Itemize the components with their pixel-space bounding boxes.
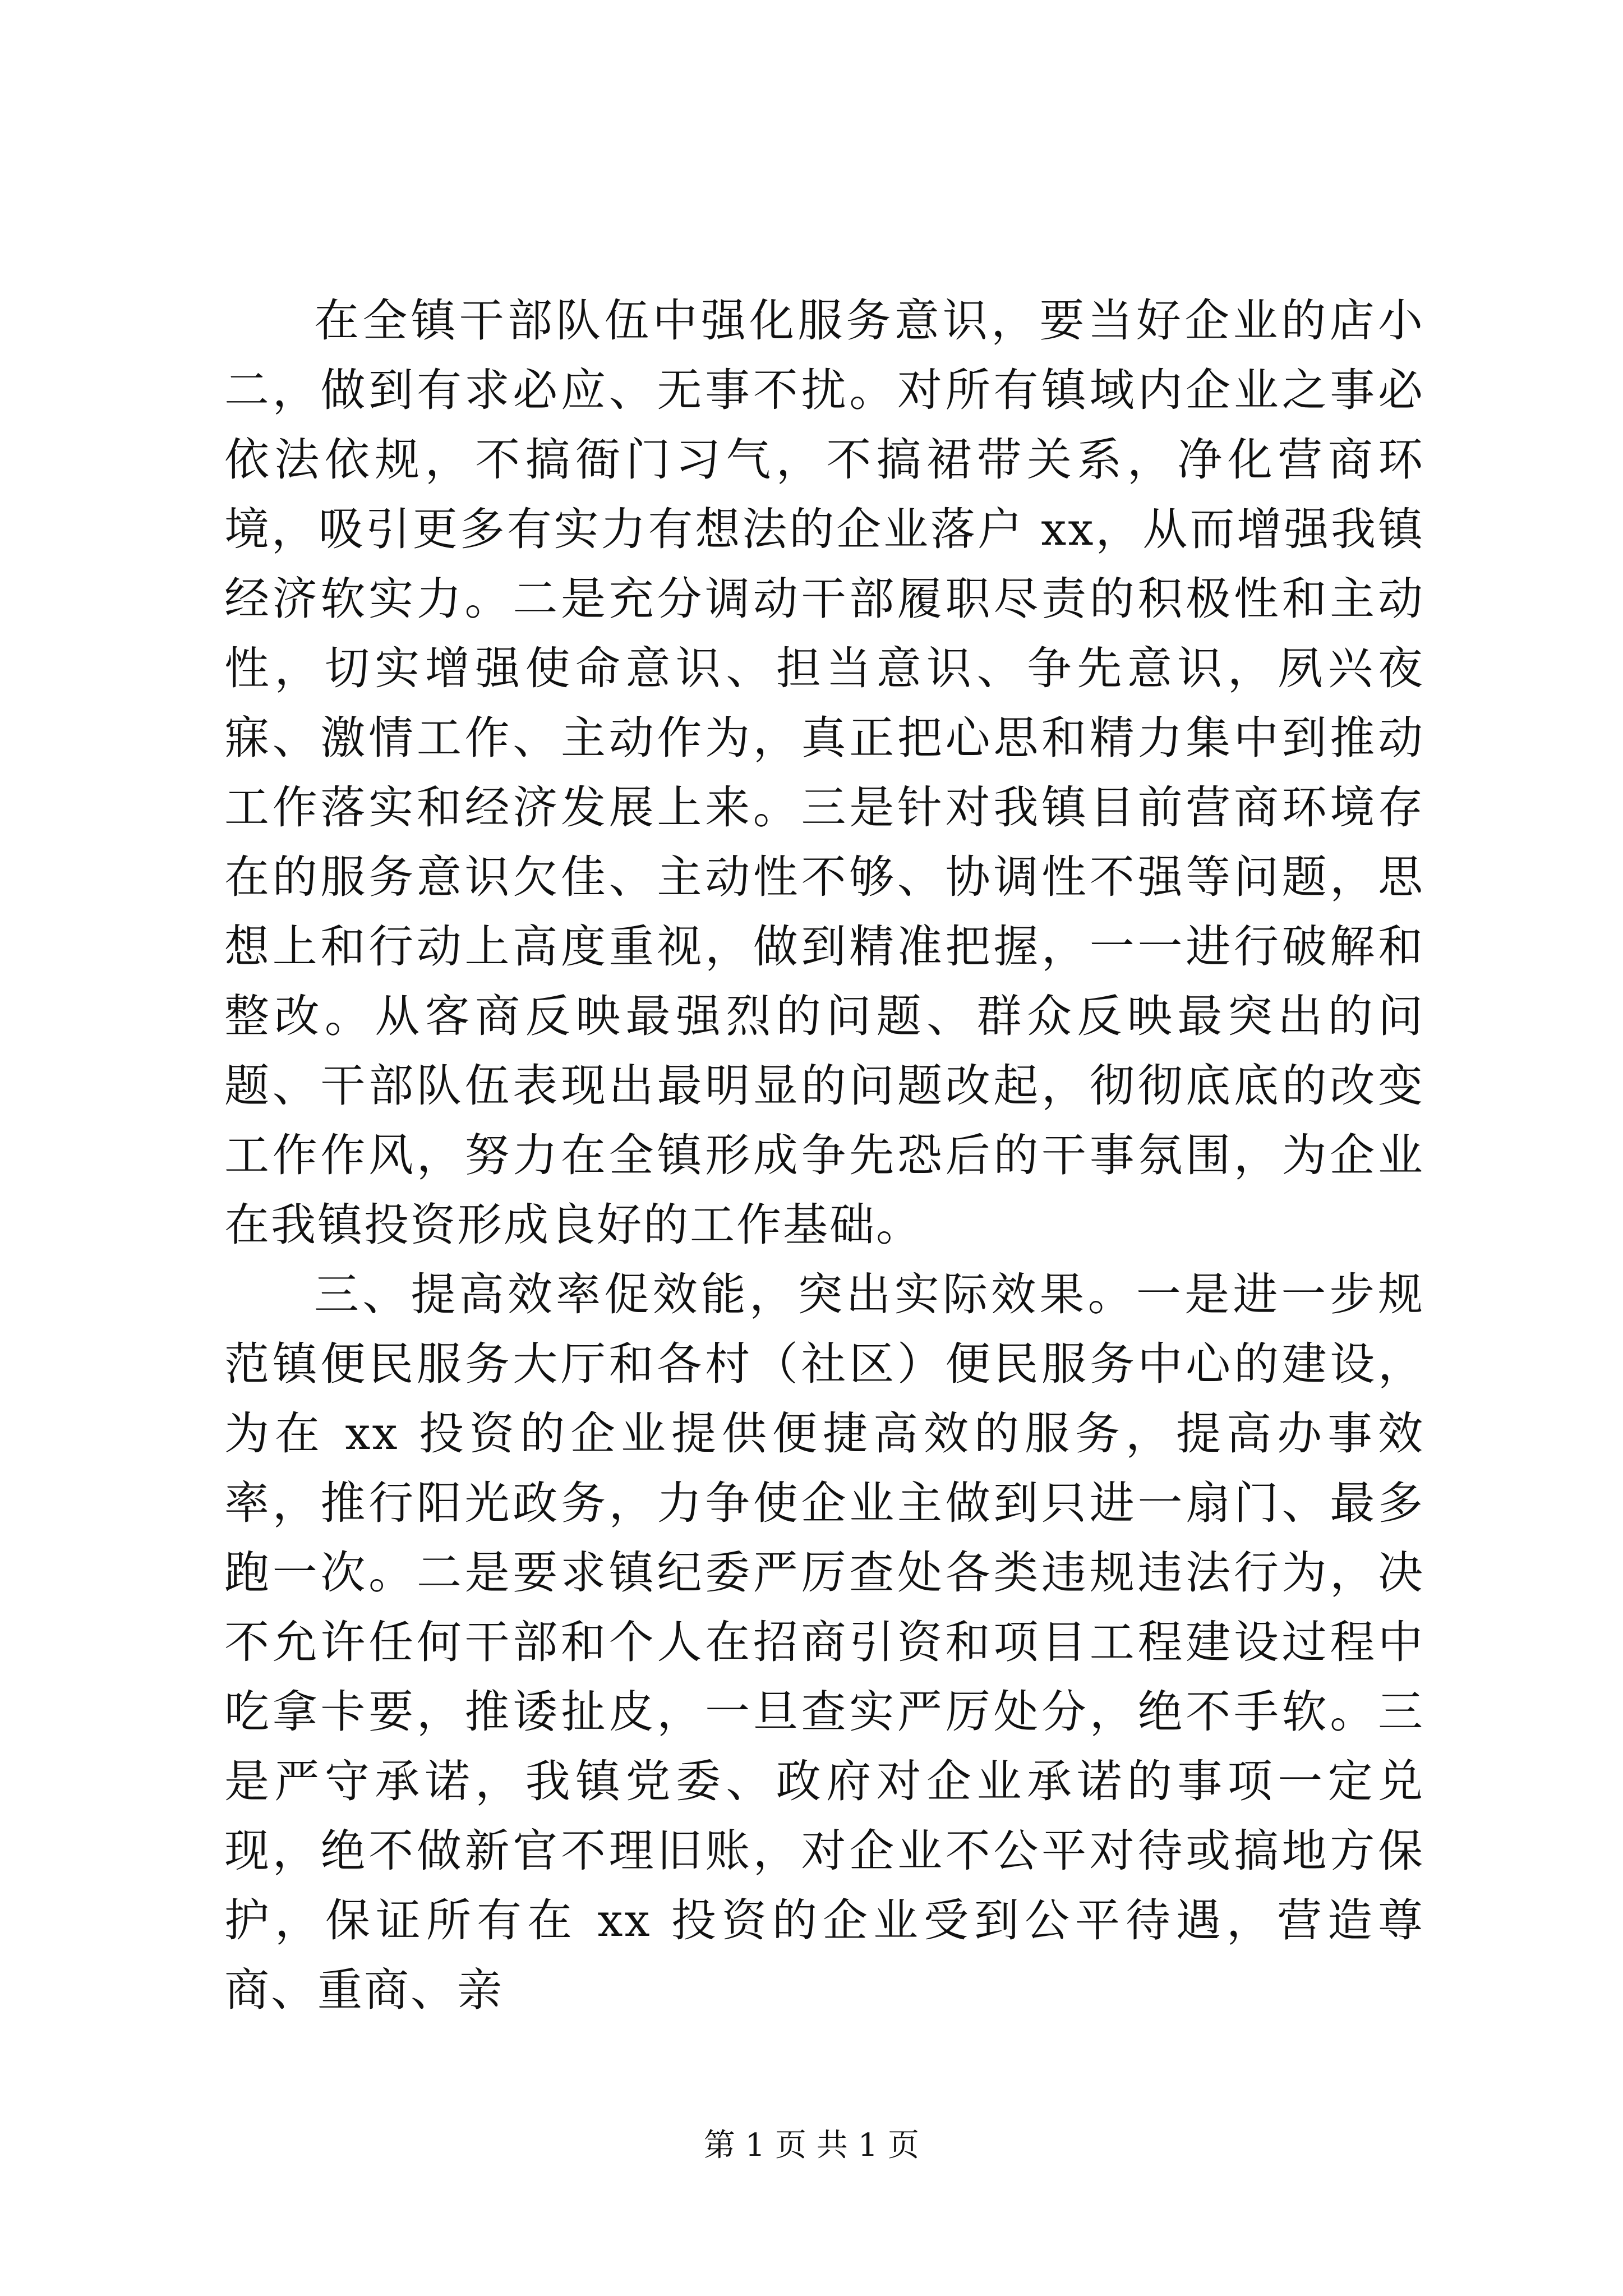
paragraph-1: 在全镇干部队伍中强化服务意识，要当好企业的店小二，做到有求必应、无事不扰。对所有镇域内企业之事必依法依规，不搞衙门习气，不搞裙带关系，净化营商环境，吸引更多有实力有想法的企业落户 xx，从而增强我镇经济软实力。二是充分调动干部履职尽责的积极性和主动性，切实增强使命意识、担当意识、争先意识，夙兴夜寐、激情工作、主动作为，真正把心思和精力集中到推动工作落实和经济发展上来。三是针对我镇目前营商环境存在的服务意识欠佳、主动性不够、协调性不强等问题，思想上和行动上高度重视，做到精准把握，一一进行破解和整改。从客商反映最强烈的问题、群众反映最突出的问题、干部队伍表现出最明显的问题改起，彻彻底底的改变工作作风，努力在全镇形成争先恐后的干事氛围，为企业在我镇投资形成良好的工作基础。 xyxy=(224,295,1424,1251)
document-body xyxy=(224,286,1424,2025)
paragraph-2: 三、提高效率促效能，突出实际效果。一是进一步规范镇便民服务大厅和各村（社区）便民服务中心的建设，为在 xx 投资的企业提供便捷高效的服务，提高办事效率，推行阳光政务，力争使企业主做到只进一扇门、最多跑一次。二是要求镇纪委严厉查处各类违规违法行为，决不允许任何干部和个人在招商引资和项目工程建设过程中吃拿卡要，推诿扯皮，一旦查实严厉处分，绝不手软。三是严守承诺，我镇党委、政府对企业承诺的事项一定兑现，绝不做新官不理旧账，对企业不公平对待或搞地方保护，保证所有在 xx 投资的企业受到公平待遇，营造尊商、重商、亲 xyxy=(224,1268,1424,2016)
page-footer: 第 1 页 共 1 页 xyxy=(703,2127,920,2164)
